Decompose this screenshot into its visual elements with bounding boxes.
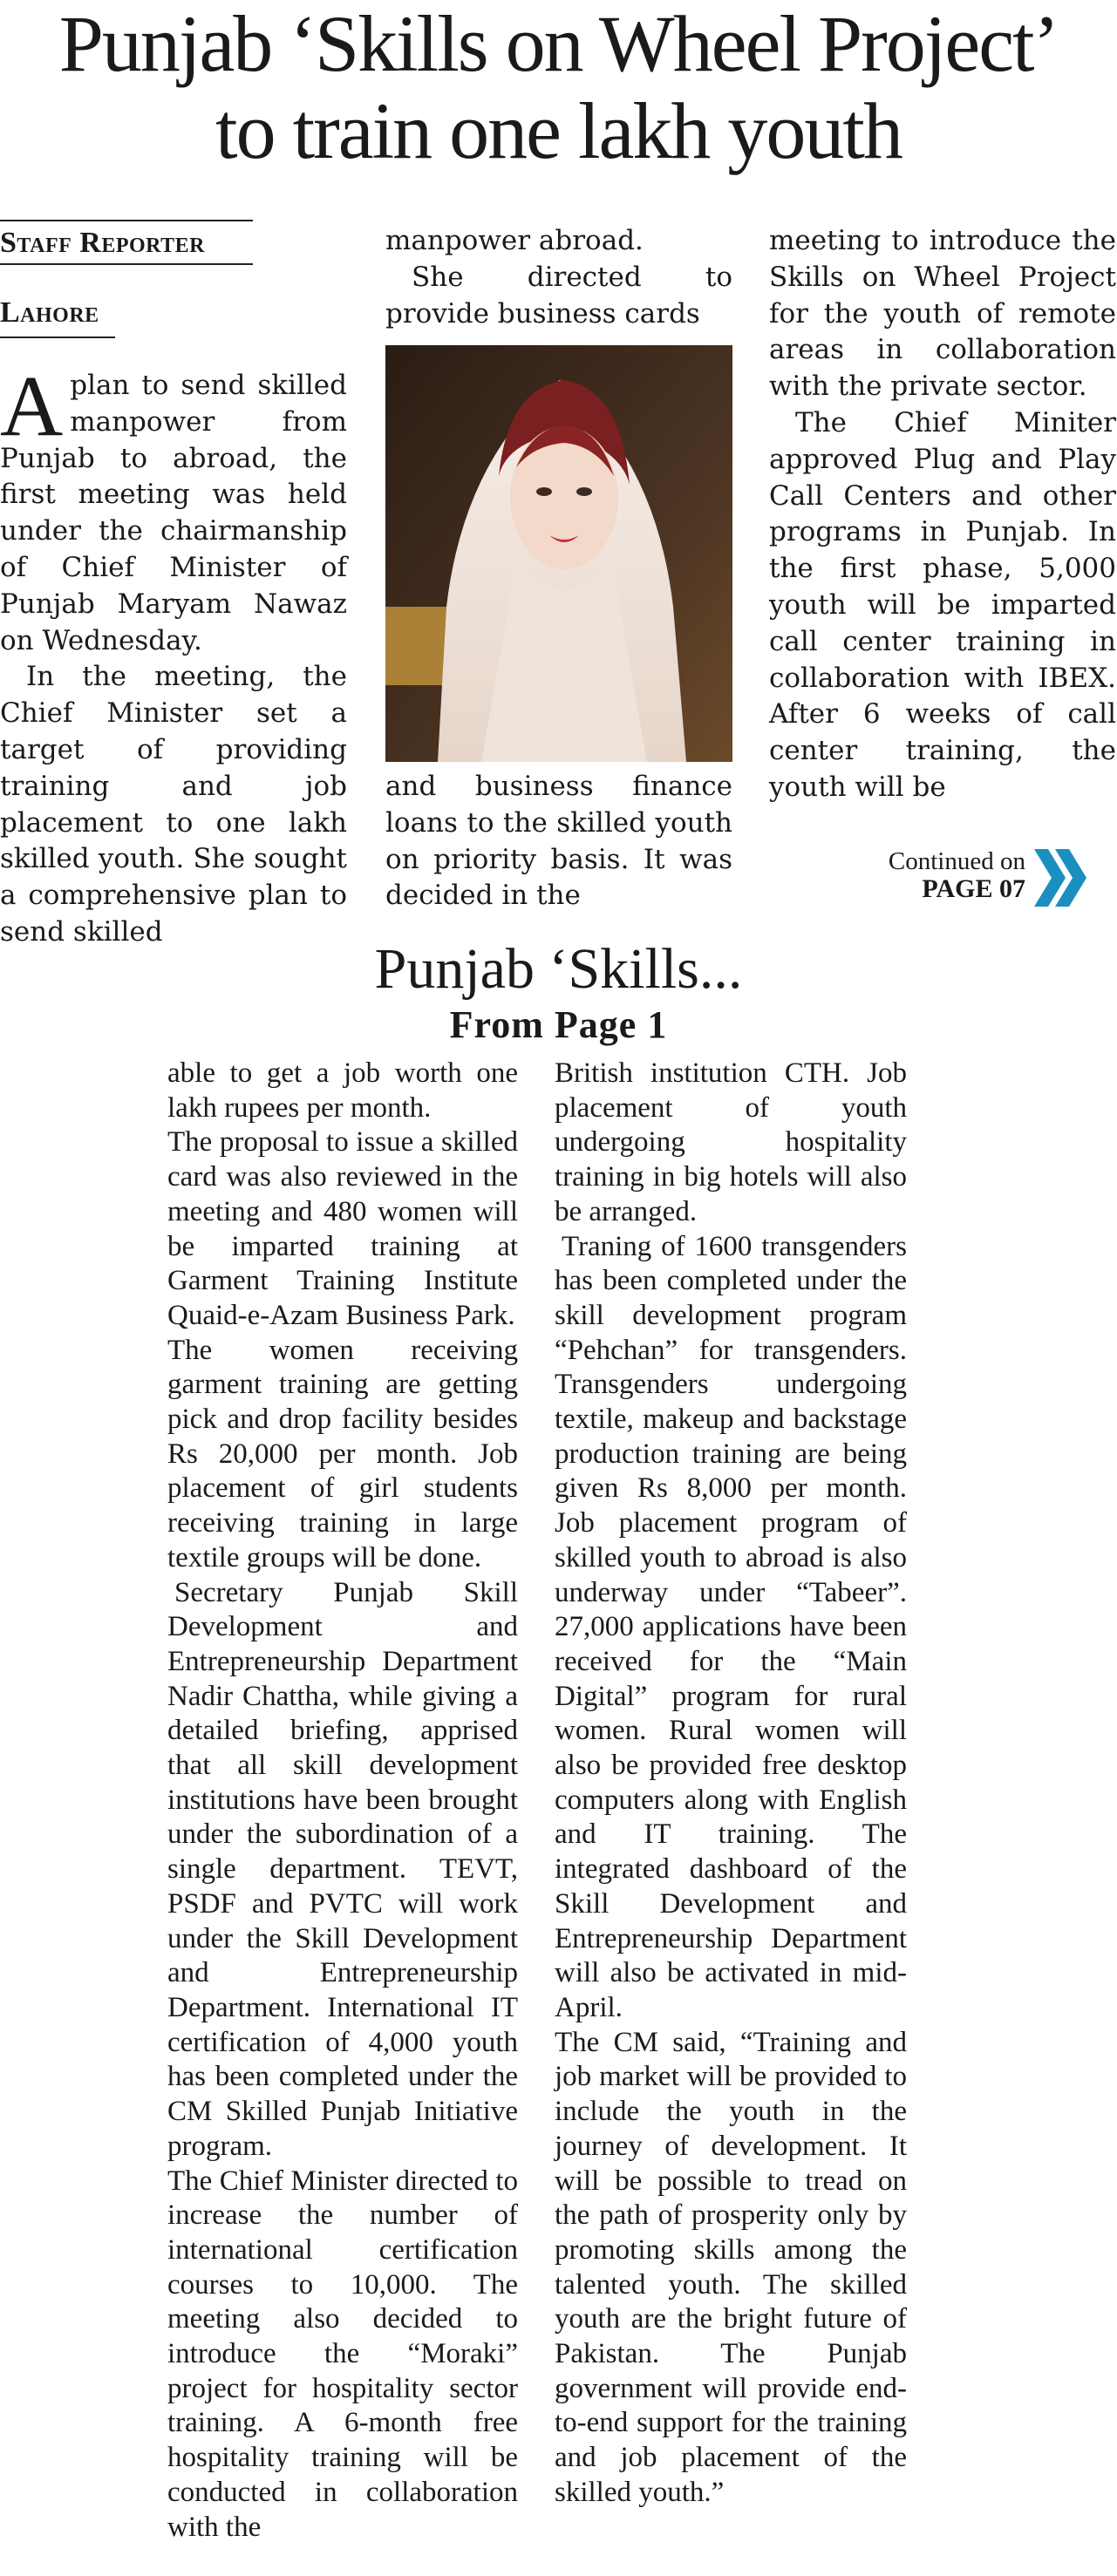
byline-dateline: Lahore bbox=[0, 296, 99, 329]
byline-rule-middle bbox=[0, 263, 253, 265]
jump-subtitle: From Page 1 bbox=[449, 1003, 668, 1046]
headline bbox=[0, 0, 1117, 174]
byline-rule-bottom bbox=[0, 336, 115, 338]
headline-line-1: Punjab ‘Skills on Wheel Project’ bbox=[58, 0, 1059, 88]
article-paragraph: In the meeting, the Chief Minister set a target of providing training and job placement to one lakh skilled youth. She sought a comprehensive plan to send skilled bbox=[0, 661, 347, 948]
jump-paragraph: British institution CTH. Job placement of youth undergoing hospitality training in big hotels will also be arranged. bbox=[555, 1057, 907, 1227]
jump-paragraph: The CM said, “Training and job market will be provided to include the youth in the journey of development. It will be possible to tread on the path of prosperity only by promoting skills among the talented youth. The skilled youth are the bright future of Pakistan. The Punjab government will provide end-to-end support for the training and job placement of the skilled youth.” bbox=[555, 2026, 907, 2508]
article-paragraph: She directed to provide business cards bbox=[385, 261, 732, 330]
continued-label: Continued on bbox=[888, 847, 1025, 875]
portrait-image bbox=[385, 345, 732, 762]
byline-reporter: Staff Reporter bbox=[0, 227, 206, 259]
jump-column-left bbox=[167, 1057, 518, 2545]
article-paragraph: manpower abroad. bbox=[385, 225, 644, 256]
continued-page: PAGE 07 bbox=[922, 874, 1025, 903]
article-column-2-bottom bbox=[385, 769, 732, 914]
jump-title: Punjab ‘Skills... bbox=[374, 937, 743, 1001]
jump-paragraph: Traning of 1600 transgenders has been completed under the skill development program “Pehchan” for transgenders. Transgenders undergoing textile, makeup and backstage production training are being given Rs 8,000 per month. Job placement program of skilled youth to abroad is also underway under “Tabeer”. 27,000 applications have been received for the “Main Digital” program for rural women. Rural women will also be provided free desktop computers along with English and IT training. The integrated dashboard of the Skill Development and Entrepreneurship Department will also be activated in mid-April. bbox=[555, 1230, 907, 2023]
byline-rule-top bbox=[0, 220, 253, 221]
article-paragraph: meeting to introduce the Skills on Wheel Project for the youth of remote areas in collaboration with the private sector. bbox=[769, 225, 1116, 403]
continued-on-notice bbox=[889, 847, 1025, 903]
article-paragraph: Aplan to send skilled manpower from Punjab to abroad, the first meeting was held under the chairmanship of Chief Minister of Punjab Maryam Nawaz on Wednesday. bbox=[0, 357, 347, 656]
double-chevron-right-icon bbox=[1032, 847, 1088, 908]
article-column-2-top bbox=[385, 223, 732, 332]
headline-line-2: to train one lakh youth bbox=[215, 86, 902, 175]
article-column-3 bbox=[769, 223, 1116, 806]
jump-paragraph: The women receiving garment training are getting pick and drop facility besides Rs 20,000 per month. Job placement of girl students receiving training in large textile groups will be done. bbox=[167, 1334, 518, 1573]
article-paragraph: The Chief Miniter approved Plug and Play Call Centers and other programs in Punjab. In the first phase, 5,000 youth will be imparted call center training in collaboration with IBEX. After 6 weeks of call center training, the youth will be bbox=[769, 406, 1116, 803]
article-column-1 bbox=[0, 357, 347, 951]
portrait-photo bbox=[385, 345, 732, 762]
jump-paragraph: The Chief Minister directed to increase the number of international certification courses to 10,000. The meeting also decided to introduce the “Moraki” project for hospitality sector training. A 6-month free hospitality training will be conducted in collaboration with the bbox=[167, 2165, 518, 2543]
jump-paragraph: Secretary Punjab Skill Development and Entrepreneurship Department Nadir Chattha, while giving a detailed briefing, apprised that all skill development institutions have been brought under the subordination of a single department. TEVT, PSDF and PVTC will work under the Skill Development and Entrepreneurship Department. International IT certification of 4,000 youth has been completed under the CM Skilled Punjab Initiative program. bbox=[167, 1576, 518, 2162]
jump-paragraph: able to get a job worth one lakh rupees per month. bbox=[167, 1057, 518, 1124]
jump-paragraph: The proposal to issue a skilled card was also reviewed in the meeting and 480 women will be imparted training at Garment Training Institute Quaid-e-Azam Business Park. bbox=[167, 1126, 518, 1331]
article-paragraph: and business finance loans to the skilled youth on priority basis. It was decided in the bbox=[385, 771, 732, 912]
jump-column-right bbox=[555, 1057, 907, 2511]
drop-cap: A bbox=[0, 357, 64, 454]
